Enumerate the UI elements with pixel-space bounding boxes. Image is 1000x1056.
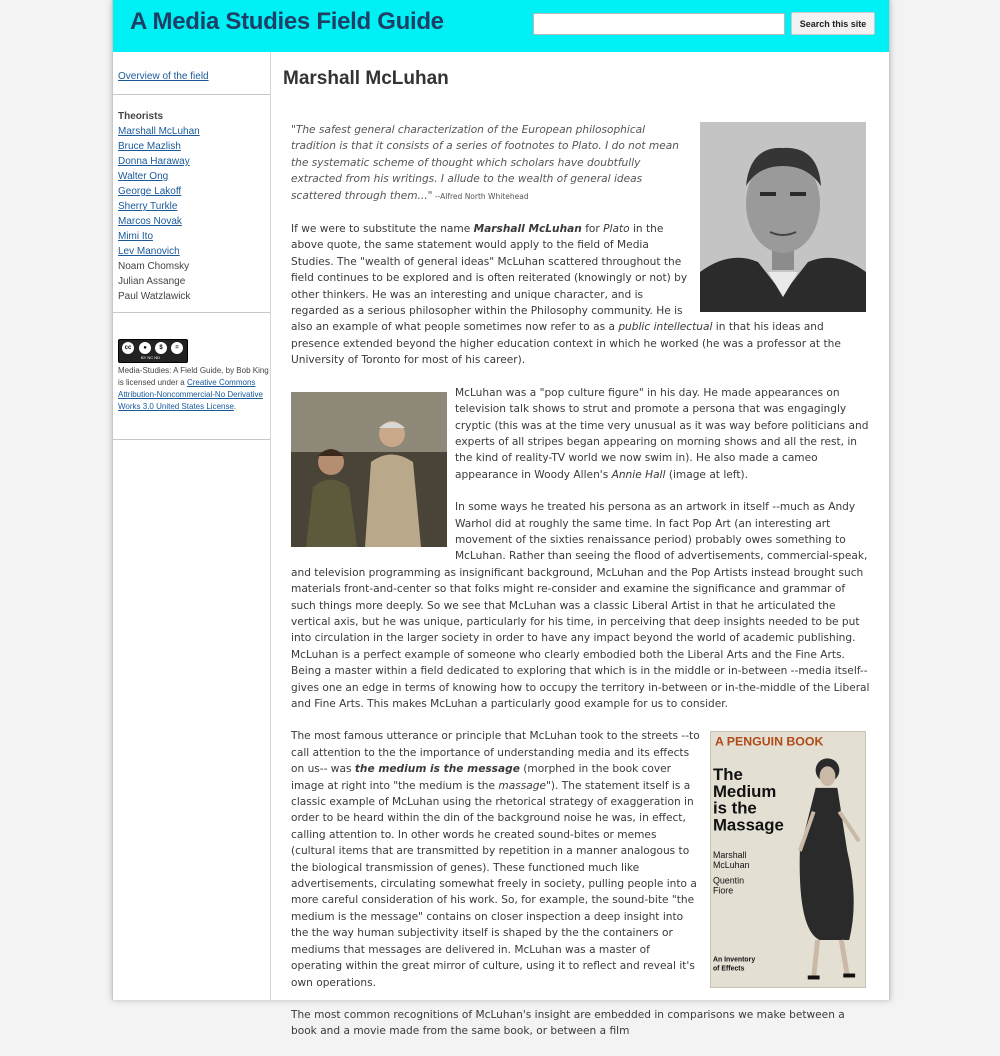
no-derivatives-equals-icon: = bbox=[171, 342, 183, 354]
noncommercial-dollar-icon: $ bbox=[155, 342, 167, 354]
sidebar-overview-section bbox=[113, 52, 270, 95]
quote-attribution: --Alfred North Whitehead bbox=[432, 191, 529, 201]
para2-emph-annie-hall: Annie Hall bbox=[611, 468, 666, 481]
cc-badge-label: BY NC ND bbox=[141, 355, 161, 360]
license-text bbox=[118, 365, 270, 413]
sidebar-link-donna-haraway[interactable]: Donna Haraway bbox=[118, 156, 190, 167]
sidebar-theorists-section bbox=[113, 95, 270, 313]
page bbox=[112, 0, 890, 1038]
sidebar-link-bruce-mazlish[interactable]: Bruce Mazlish bbox=[118, 141, 181, 152]
sidebar-link-overview[interactable]: Overview of the field bbox=[118, 71, 209, 82]
para1-text-a: If we were to substitute the name bbox=[291, 223, 474, 236]
para4-text-e: "). The statement itself is a classic example of McLuhan using the rhetorical strategy of exaggeration in order to be heard within the din of the background noise he was, in effect, calling attention to. In other words he created sound-bites or memes (cultural items that are transmitted by repetition in a manner analogous to the biological transmission of genes). These functioned much like advertisements, circulating somewhat freely in society, pulling people into a more careful consideration of his work. So, for example, the sound-bite "the medium is the message" contains on closer inspection a deep insight into the the way human subjectivity itself is shaped by the the containers or mediums that messages are delivered in. McLuhan was a master of operating within the great mirror of culture, using it to reflect and reveal it's own operations. bbox=[291, 779, 697, 989]
book-cover-title-line-1: The bbox=[712, 765, 743, 785]
sidebar-link-walter-ong[interactable]: Walter Ong bbox=[118, 171, 169, 182]
book-cover-author-line-1: Marshall bbox=[712, 850, 747, 861]
license-text-end: . bbox=[233, 402, 237, 411]
sidebar-link-mimi-ito[interactable]: Mimi Ito bbox=[118, 231, 153, 242]
para4-text-c: (morphed in the book cover image at right into "the medium is the bbox=[291, 763, 672, 792]
para2-text-a: McLuhan was a "pop culture figure" in his day. He made appearances on television talk shows to strut and promote a persona that was engagingly cryptic (this was at the time very unusual as it was way before politicians and experts of all stripes began appearing on morning shows and all the rest, in the kind of reality-TV world we now swim in). He also made a cameo appearance in Woody Allen's bbox=[455, 386, 869, 481]
sidebar-link-marcos-novak[interactable]: Marcos Novak bbox=[118, 216, 182, 227]
book-cover-banner: A PENGUIN BOOK bbox=[714, 734, 824, 749]
search-input[interactable] bbox=[533, 13, 785, 35]
para1-emph-mcluhan: Marshall McLuhan bbox=[473, 223, 582, 236]
cc-license-badge-icon[interactable] bbox=[118, 339, 188, 363]
para4-emph-medium-message: the medium is the message bbox=[354, 763, 520, 776]
sidebar-item-paul-watzlawick: Paul Watzlawick bbox=[118, 291, 191, 302]
para1-text-g: in that his ideas and presence extended beyond the higher education context in which he worked (he was a professor at the University of Toronto for most of his career). bbox=[291, 321, 841, 367]
book-cover-subtitle-line-1: An Inventory bbox=[712, 957, 756, 965]
attribution-person-icon: ● bbox=[139, 342, 151, 354]
book-cover-title-line-4: Massage bbox=[712, 815, 784, 835]
para1-text-e: in the above quote, the same statement would apply to the field of Media Studies. The "wealth of general ideas" McLuhan scattered throughout the field continues to be explored and is often reiterated (knowingly or not) by other thinkers. He was an interesting and unique character, and is regarded as a serious philosopher within the Philosophy community. He is also an example of what people sometimes now refer to as a bbox=[291, 223, 688, 334]
sidebar-heading-theorists: Theorists bbox=[118, 111, 164, 122]
sidebar-item-noam-chomsky: Noam Chomsky bbox=[118, 261, 190, 272]
sidebar-link-lev-manovich[interactable]: Lev Manovich bbox=[118, 246, 180, 257]
sidebar-license-section bbox=[113, 313, 270, 440]
search-button[interactable]: Search this site bbox=[791, 12, 875, 35]
medium-is-the-massage-book-cover-image bbox=[710, 731, 866, 988]
para4-emph-massage: massage bbox=[498, 779, 547, 792]
license-text-lead: Media-Studies: A Field Guide, by Bob King is licensed under a bbox=[118, 366, 269, 387]
mcluhan-portrait-image bbox=[700, 122, 866, 312]
para4-text-a: The most famous utterance or principle that McLuhan took to the streets --to call attention to the the importance of understanding media and its effects on us-- was bbox=[291, 730, 700, 776]
license-link[interactable]: Creative Commons Attribution-Noncommercial-No Derivative Works 3.0 United States License bbox=[118, 378, 263, 411]
site-header bbox=[113, 0, 889, 52]
book-cover-author-line-3: Quentin bbox=[712, 876, 745, 887]
sidebar-link-george-lakoff[interactable]: George Lakoff bbox=[118, 186, 182, 197]
main-content bbox=[271, 52, 889, 1038]
sidebar-item-julian-assange: Julian Assange bbox=[118, 276, 186, 287]
article-body bbox=[291, 122, 873, 1056]
page-title: Marshall McLuhan bbox=[283, 68, 449, 89]
sidebar bbox=[113, 52, 271, 1000]
cc-logo-icon: cc bbox=[122, 342, 134, 354]
quote-text: "The safest general characterization of the European philosophical tradition is that it consists of a series of footnotes to Plato. I do not mean the systematic scheme of thought which scholars have doubtfully extracted from his writings. I allude to the wealth of general ideas scattered through them..." bbox=[291, 124, 679, 202]
book-cover-title-line-2: Medium bbox=[712, 782, 777, 802]
book-cover-subtitle-line-2: of Effects bbox=[712, 965, 745, 973]
site-title[interactable]: A Media Studies Field Guide bbox=[130, 8, 444, 35]
article-paragraph-3: In some ways he treated his persona as an artwork in itself --much as Andy Warhol did at roughly the same time. In fact Pop Art (an interesting art movement of the sixties renaissance period) probably owes something to McLuhan. Rather than seeing the flood of advertisements, commercial-speak, and television programming as insignificant background, McLuhan and the Pop Artists instead brought such materials front-and-center so that folks might re-consider and examine the significance and grammar of such things more deeply. So we see that McLuhan was a classic Liberal Artist in that he articulated the vertical axis, but he was unique, particularly for his time, in perceiving that deep insights needed to be put into circulation in the larger society in order to have any impact beyond the world of academic publishing. McLuhan is a perfect example of someone who clearly embodied both the Liberal Arts and the Fine Arts. Being a master within a field dedicated to exploring that which is in the middle or in-between --media itself-- gives one an edge in terms of knowing how to occupy the territory in-between or in-the-middle of the Liberal and Fine Arts. This makes McLuhan a particularly good example for us to consider. bbox=[291, 501, 870, 710]
para1-text-c: for bbox=[581, 223, 604, 236]
sidebar-link-marshall-mcluhan[interactable]: Marshall McLuhan bbox=[118, 126, 200, 137]
book-cover-author-line-2: McLuhan bbox=[712, 860, 750, 871]
para1-emph-public-intellectual: public intellectual bbox=[618, 321, 713, 334]
annie-hall-still-image bbox=[291, 392, 447, 547]
sidebar-link-sherry-turkle[interactable]: Sherry Turkle bbox=[118, 201, 178, 212]
article-paragraph-5: The most common recognitions of McLuhan's insight are embedded in comparisons we make between a book and a movie made from the same book, or between a film bbox=[291, 1008, 845, 1038]
para1-emph-plato: Plato bbox=[603, 223, 630, 236]
para2-text-c: (image at left). bbox=[665, 468, 748, 481]
book-cover-title-line-3: is the bbox=[712, 799, 757, 819]
book-cover-author-line-4: Fiore bbox=[712, 885, 734, 896]
